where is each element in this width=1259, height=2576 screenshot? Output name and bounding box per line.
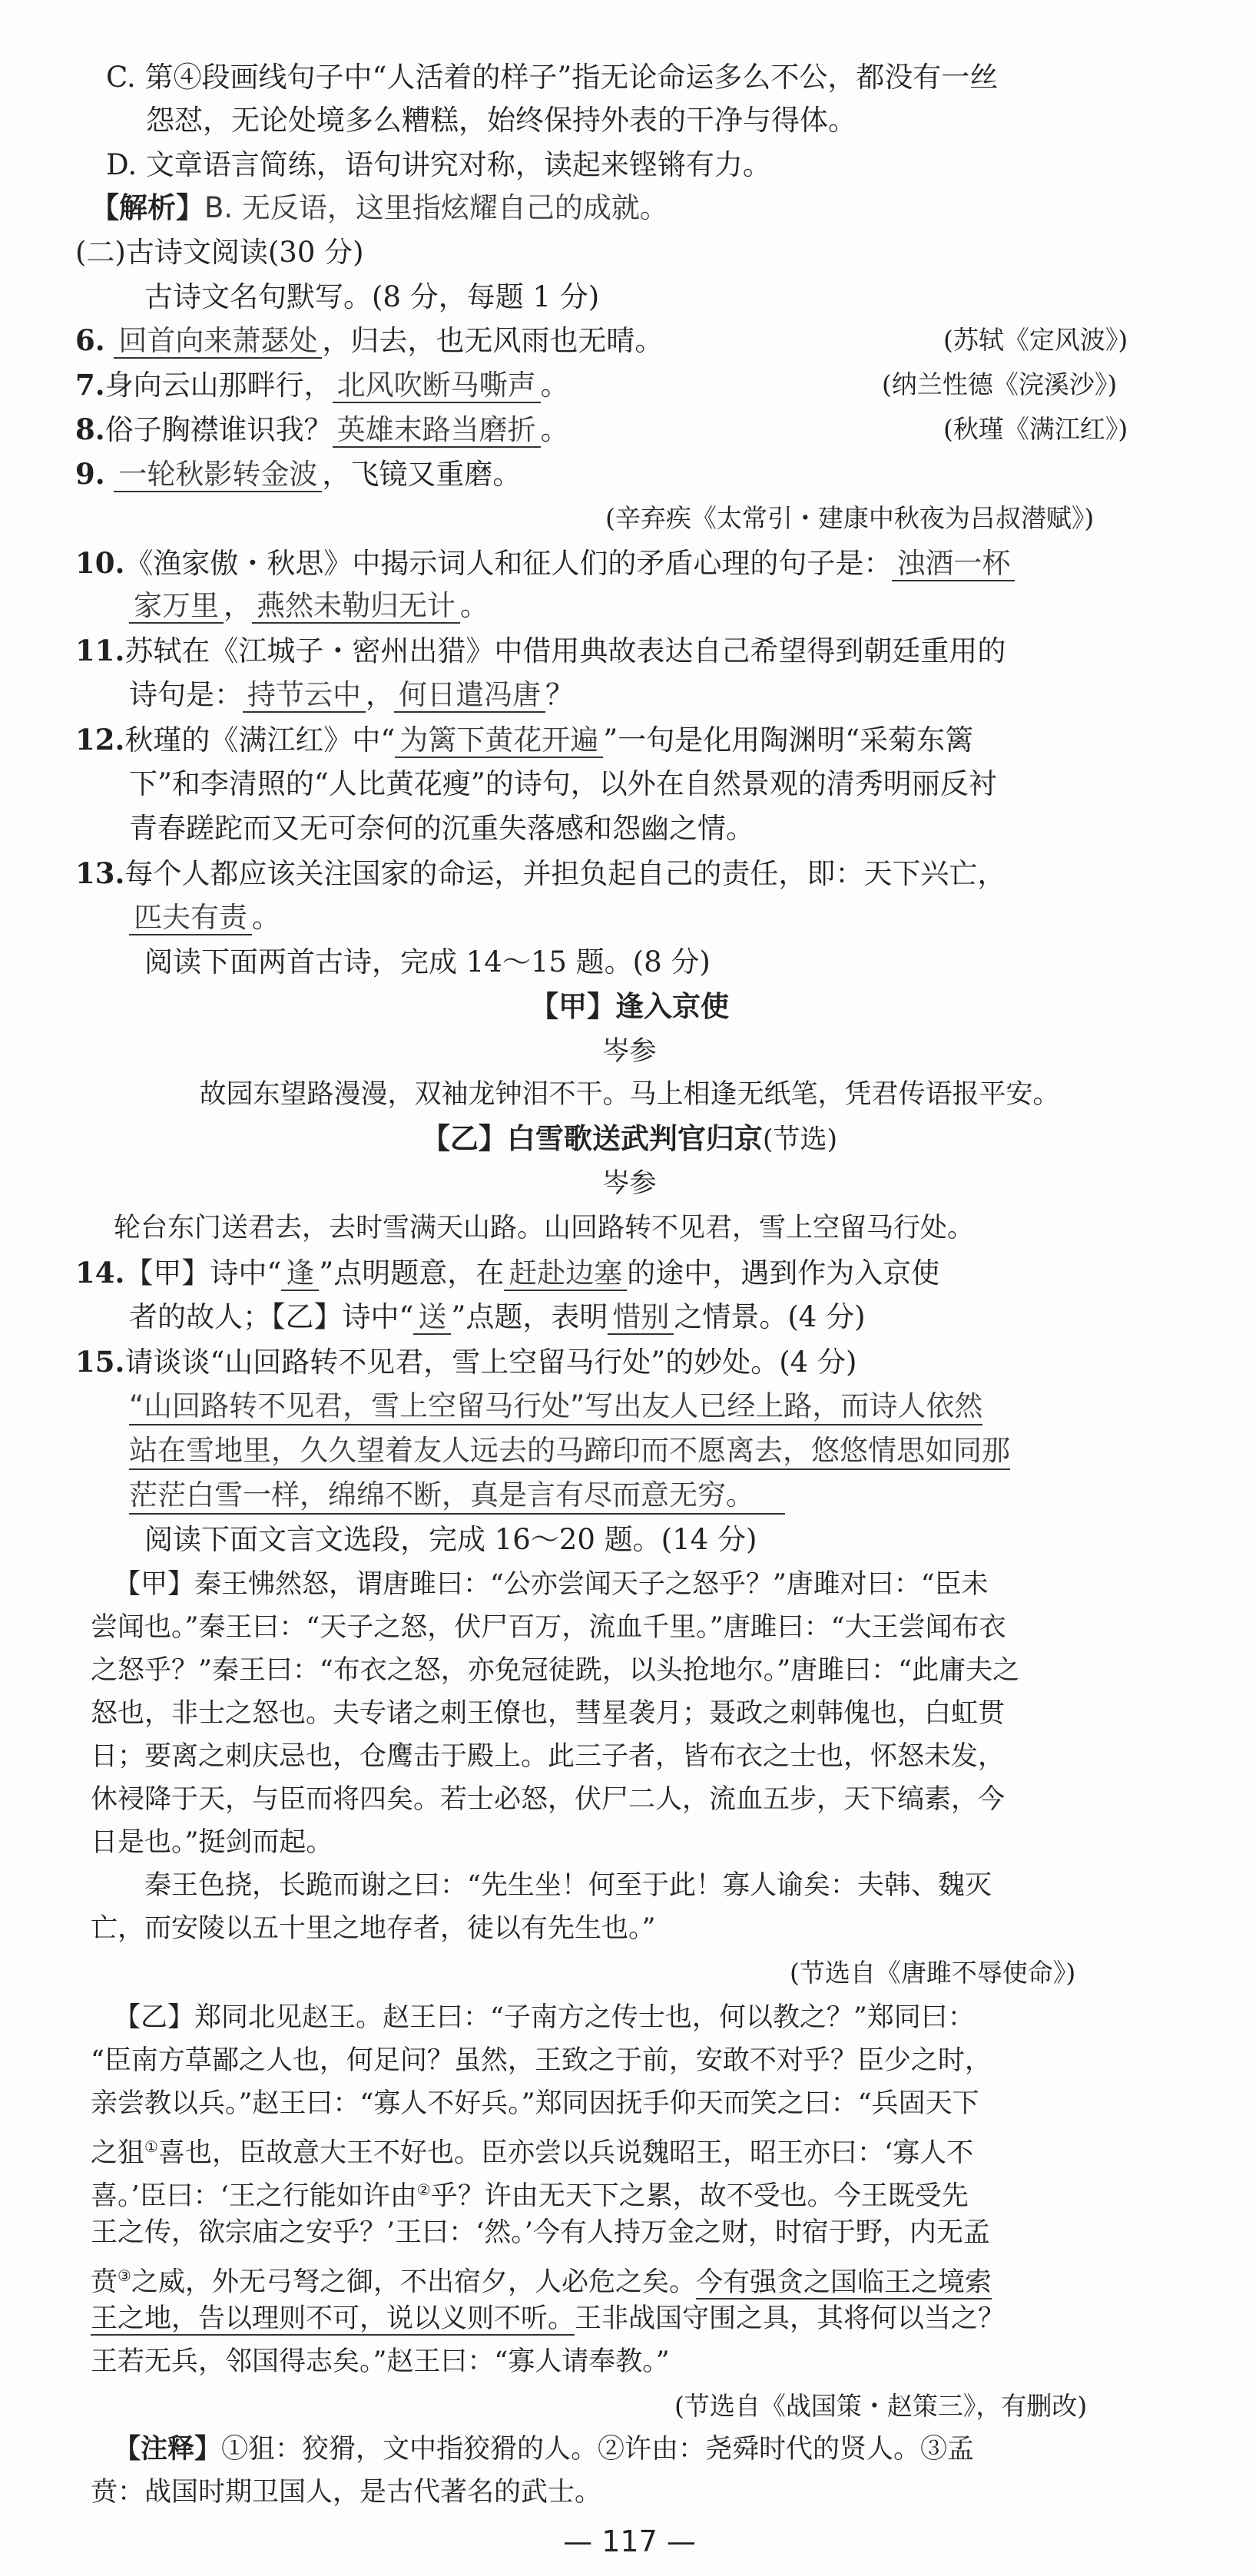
q13-number: 13. — [75, 856, 125, 890]
q10-mid: ， — [224, 589, 252, 622]
yi-line-1: 【乙】郑同北见赵王。赵王曰：“子南方之传士也，何以教之？”郑同曰： — [114, 2002, 975, 2033]
question-7 — [75, 367, 569, 403]
footnote-mark-2: ② — [416, 2180, 431, 2199]
q15-answer-line2: 站在雪地里，久久望着友人远去的马蹄印而不愿离去，悠悠情思如同那 — [129, 1433, 1010, 1470]
q9-answer: 一轮秋影转金波 — [114, 458, 322, 492]
q11-number: 11. — [75, 634, 125, 667]
jia-line-2: 尝闻也。”秦王曰：“天子之怒，伏尸百万，流血千里。”唐雎曰：“大王尝闻布衣 — [91, 1612, 1006, 1643]
poem-jia-title: 【甲】逢入京使 — [530, 990, 729, 1023]
q8-source: (秋瑾《满江红》) — [943, 414, 1128, 444]
q10-answer1: 浊酒一杯 — [892, 547, 1015, 581]
q11-post: ？ — [545, 678, 574, 711]
jia-line-7: 日是也。”挺剑而起。 — [91, 1827, 333, 1858]
q14-answer1: 逢 — [281, 1257, 319, 1291]
yi-source: (节选自《战国策・赵策三》，有删改) — [674, 2391, 1088, 2421]
q14-answer3: 送 — [413, 1300, 451, 1335]
q11-text: 苏轼在《江城子・密州出猎》中借用典故表达自己希望得到朝廷重用的 — [124, 634, 1006, 667]
question-10-line1 — [75, 545, 1015, 581]
question-13-line1 — [75, 856, 1006, 892]
yi-line-8 — [91, 2301, 1005, 2336]
poem-yi-note: (节选) — [762, 1124, 838, 1155]
yi-line-7-b: 之威，外无弓弩之御，不出宿夕，人必危之矣。 — [131, 2266, 696, 2298]
question-12-line1 — [75, 722, 973, 758]
option-c-line1: C. 第④段画线句子中“人活着的样子”指无论命运多么不公，都没有一丝 — [106, 61, 999, 94]
q15-answer-line3: 茫茫白雪一样，绵绵不断，真是言有尽而意无穷。 — [129, 1478, 785, 1515]
yi-line-3: 亲尝教以兵。”赵王曰：“寡人不好兵。”郑同因抚手仰天而笑之曰：“兵固天下 — [91, 2088, 979, 2119]
yi-line-5-a: 喜。’臣曰：‘王之行能如许由 — [91, 2180, 417, 2212]
analysis-text: B. 无反语，这里指炫耀自己的成就。 — [204, 191, 668, 224]
question-11-line2 — [129, 677, 574, 713]
poem-yi-author: 岑参 — [602, 1168, 657, 1199]
yi-line-5-b: 乎？许由无天下之累，故不受也。今王既受先 — [430, 2180, 969, 2212]
q11-mid: ， — [366, 678, 394, 711]
jia-line-3: 之怒乎？”秦王曰：“布衣之怒，亦免冠徒跣，以头抢地尔。”唐雎曰：“此庸夫之 — [91, 1655, 1020, 1686]
question-11-line1 — [75, 633, 1006, 669]
poem-yi-text: 轮台东门送君去，去时雪满天山路。山回路转不见君，雪上空留马行处。 — [114, 1213, 975, 1243]
analysis — [91, 190, 668, 226]
question-6 — [75, 323, 663, 359]
question-12-line2: 下”和李清照的“人比黄花瘦”的诗句，以外在自然景观的清秀明丽反衬 — [129, 767, 997, 800]
poem-jia-author: 岑参 — [602, 1036, 657, 1067]
section-title: (二)古诗文阅读(30 分) — [75, 236, 364, 269]
yi-line-9: 王若无兵，邻国得志矣。”赵王曰：“寡人请奉教。” — [91, 2346, 670, 2377]
q12-text: ”一句是化用陶渊明“采菊东篱 — [603, 723, 974, 757]
q14-p4: 者的故人；【乙】诗中“ — [129, 1300, 414, 1333]
q14-answer4: 惜别 — [608, 1300, 674, 1335]
q13-text: 每个人都应该关注国家的命运，并担负起自己的责任，即：天下兴亡， — [124, 857, 1006, 890]
footnote-mark-3: ③ — [118, 2266, 131, 2285]
classical-intro: 阅读下面文言文选段，完成 16～20 题。(14 分) — [144, 1523, 757, 1556]
yi-line-8-b: 王非战国守围之具，其将何以当之？ — [575, 2303, 1006, 2334]
analysis-label: 【解析】 — [91, 191, 204, 224]
q6-number: 6. — [75, 323, 105, 357]
jia-line-1: 【甲】秦王怫然怒，谓唐雎曰：“公亦尝闻天子之怒乎？”唐雎对曰：“臣未 — [114, 1569, 989, 1600]
question-8 — [75, 412, 569, 448]
q14-p2: ”点明题意，在 — [319, 1257, 505, 1290]
q6-source: (苏轼《定风波》) — [943, 325, 1128, 355]
jia-line-5: 日；要离之刺庆忌也，仓鹰击于殿上。此三子者，皆布衣之士也，怀怒未发， — [91, 1741, 1006, 1772]
q11-pre: 诗句是： — [129, 678, 243, 711]
question-14-line1 — [75, 1255, 939, 1291]
question-15 — [75, 1344, 856, 1380]
notes-line-2: 贲：战国时期卫国人，是古代著名的武士。 — [91, 2477, 602, 2508]
q7-answer: 北风吹断马嘶声 — [333, 369, 541, 403]
notes-label: 【注释】 — [114, 2434, 222, 2465]
q15-number: 15. — [75, 1345, 125, 1379]
q11-answer2: 何日遣冯唐 — [394, 678, 545, 713]
yi-line-4-a: 之狙 — [91, 2137, 145, 2169]
q10-answer2: 家万里 — [129, 589, 224, 624]
notes-line-1 — [114, 2432, 974, 2467]
q10-post: 。 — [460, 589, 489, 622]
question-12-line3: 青春蹉跎而又无可奈何的沉重失落感和怨幽之情。 — [129, 812, 754, 845]
q9-text: ，飞镜又重磨。 — [322, 458, 522, 491]
q8-post: 。 — [540, 413, 569, 446]
yi-line-7-a: 贲 — [91, 2266, 118, 2298]
notes-text-1: ①狙：狡猾，文中指狡猾的人。②许由：尧舜时代的贤人。③孟 — [221, 2434, 975, 2465]
poems-intro: 阅读下面两首古诗，完成 14～15 题。(8 分) — [144, 945, 711, 978]
q9-source: (辛弃疾《太常引・建康中秋夜为吕叔潜赋》) — [605, 503, 1095, 533]
jia-line-9: 亡，而安陵以五十里之地存者，徒以有先生也。” — [91, 1913, 656, 1944]
question-13-line2 — [129, 900, 280, 935]
q15-text: 请谈谈“山回路转不见君，雪上空留马行处”的妙处。(4 分) — [124, 1346, 857, 1379]
q7-pre: 身向云山那畔行， — [104, 369, 333, 402]
q10-answer3: 燕然未勒归无计 — [252, 589, 460, 624]
q14-number: 14. — [75, 1256, 125, 1290]
q10-text: 《渔家傲・秋思》中揭示词人和征人们的矛盾心理的句子是： — [124, 547, 893, 580]
option-d: D. 文章语言简练，语句讲究对称，读起来铿锵有力。 — [106, 148, 771, 181]
yi-line-6: 王之传，欲宗庙之安乎？’王曰：‘然。’今有人持万金之财，时宿于野，内无孟 — [91, 2217, 990, 2248]
question-10-line2 — [129, 588, 489, 624]
q12-answer: 为篱下黄花开遍 — [395, 723, 603, 758]
q8-number: 8. — [75, 412, 105, 446]
q9-number: 9. — [75, 457, 105, 491]
jia-line-8: 秦王色挠，长跪而谢之曰：“先生坐！何至于此！寡人谕矣：夫韩、魏灭 — [144, 1870, 992, 1901]
q6-text: ，归去，也无风雨也无晴。 — [322, 324, 664, 357]
yi-underlined-sentence-b: 王之地，告以理则不可，说以义则不听。 — [91, 2303, 575, 2334]
question-9 — [75, 456, 521, 492]
jia-line-4: 怒也，非士之怒也。夫专诸之刺王僚也，彗星袭月；聂政之刺韩傀也，白虹贯 — [91, 1698, 1006, 1729]
q15-answer-line1: “山回路转不见君，雪上空留马行处”写出友人已经上路，而诗人依然 — [129, 1389, 982, 1425]
q13-answer: 匹夫有责 — [129, 901, 252, 935]
q14-p5: ”点题，表明 — [451, 1300, 608, 1333]
q14-p6: 之情景。(4 分) — [674, 1300, 866, 1333]
yi-line-2: “臣南方草鄙之人也，何足问？虽然，王致之于前，安敢不对乎？臣少之时， — [91, 2045, 992, 2076]
q7-post: 。 — [540, 369, 569, 402]
q14-p1: 【甲】诗中“ — [124, 1257, 282, 1290]
option-c-line2: 怨怼，无论处境多么糟糕，始终保持外表的干净与得体。 — [146, 104, 856, 137]
poem-yi-title — [0, 1121, 1259, 1157]
q13-post: 。 — [252, 901, 280, 934]
page-number: — 117 — — [563, 2525, 696, 2558]
yi-line-4 — [91, 2129, 973, 2171]
yi-line-5 — [91, 2172, 969, 2214]
q8-answer: 英雄末路当磨折 — [333, 413, 541, 448]
yi-line-4-b: 喜也，臣故意大王不好也。臣亦尝以兵说魏昭王，昭王亦曰：‘寡人不 — [157, 2137, 974, 2169]
jia-line-6: 休祲降于天，与臣而将四矣。若士必怒，伏尸二人，流血五步，天下缟素，今 — [91, 1784, 1006, 1815]
poem-jia-text: 故园东望路漫漫，双袖龙钟泪不干。马上相逢无纸笔，凭君传语报平安。 — [199, 1079, 1060, 1110]
q14-answer2: 赶赴边塞 — [504, 1257, 627, 1291]
q6-answer: 回首向来萧瑟处 — [114, 324, 322, 359]
yi-underlined-sentence-a: 今有强贪之国临王之境索 — [695, 2266, 992, 2298]
question-14-line2 — [129, 1300, 866, 1335]
q11-answer1: 持节云中 — [243, 678, 366, 713]
jia-source: (节选自《唐雎不辱使命》) — [790, 1958, 1076, 1988]
footnote-mark-1: ① — [144, 2137, 158, 2156]
q7-source: (纳兰性德《浣溪沙》) — [882, 369, 1118, 399]
q12-pre: 秋瑾的《满江红》中“ — [124, 723, 396, 757]
q12-number: 12. — [75, 723, 125, 757]
q7-number: 7. — [75, 368, 105, 402]
section-intro: 古诗文名句默写。(8 分，每题 1 分) — [144, 280, 600, 313]
q10-number: 10. — [75, 546, 125, 580]
q8-pre: 俗子胸襟谁识我？ — [104, 413, 333, 446]
q14-p3: 的途中，遇到作为入京使 — [627, 1257, 940, 1290]
poem-yi-title-text: 【乙】白雪歌送武判官归京 — [421, 1122, 763, 1155]
yi-line-7 — [91, 2258, 992, 2300]
